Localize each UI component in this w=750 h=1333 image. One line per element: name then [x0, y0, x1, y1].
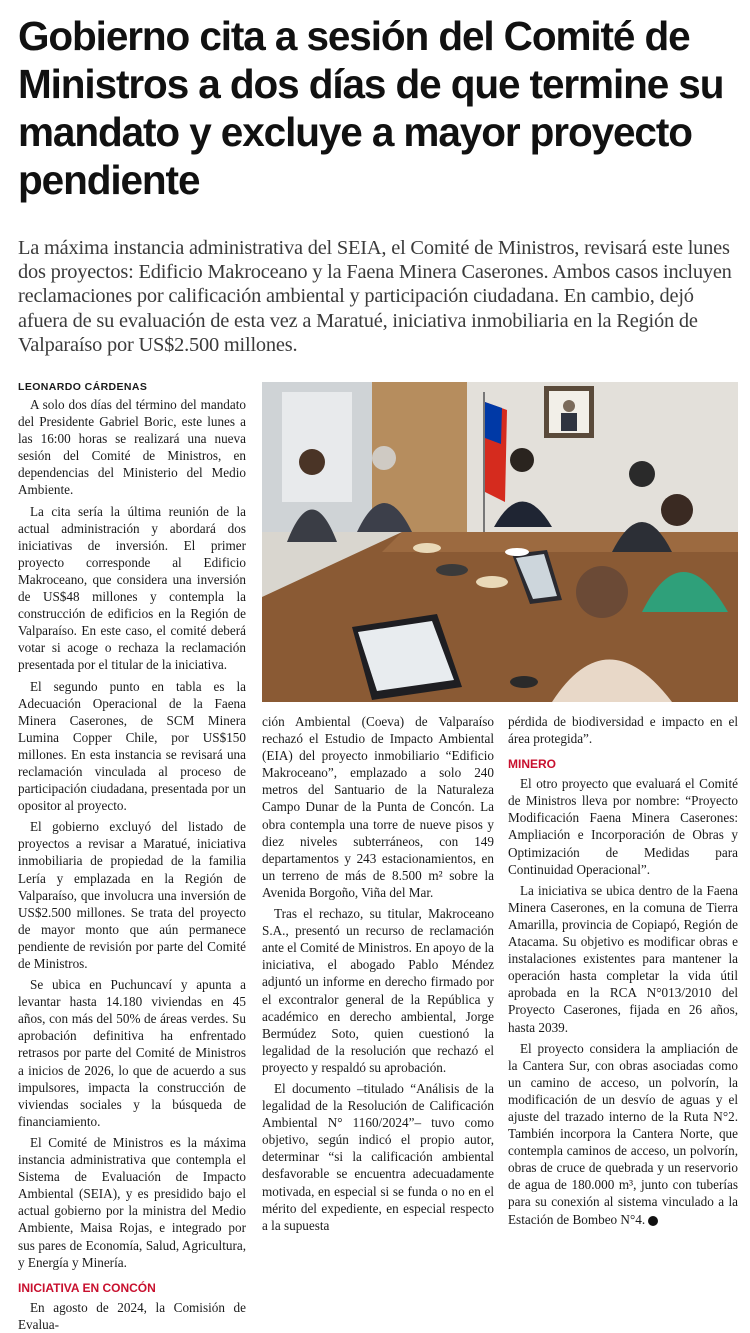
body-paragraph: La cita sería la última reunión de la actual administración y abordará dos iniciativas de inversión. El primer proyecto corresponde al Edificio Makroceano, que considera una inversión de US$48 millones y contempla la construcción de edificios en la Región de Valparaíso. En este caso, el comité deberá votar si acoge o rechaza la reclamación presentada por el titular de la iniciativa. [18, 503, 246, 673]
body-paragraph: El documento –titulado “Análisis de la legalidad de la Resolución de Calificación Ambiental N° 1160/2024”– tuvo como objetivo, según indicó el propio autor, determinar “si la calificación ambiental desfavorable se encuentra adecuadamente motivada, en especial si se funda o no en el mérito del expediente, en especial respecto a la supuesta [262, 1080, 494, 1233]
body-paragraph: El Comité de Ministros es la máxima instancia administrativa que contempla el Sistema de Evaluación de Impacto Ambiental (SEIA), y es presidido bajo el actual gobierno por la ministra del Medio Ambiente, Maisa Rojas, e integrado por sus pares de Economía, Salud, Agricultura, y Energía y Minería. [18, 1134, 246, 1270]
headline: Gobierno cita a sesión del Comité de Ministros a dos días de que termine su mandato y excluye a mayor proyecto pendiente [18, 13, 724, 203]
body-paragraph: ción Ambiental (Coeva) de Valparaíso rechazó el Estudio de Impacto Ambiental (EIA) del proyecto inmobiliario “Edificio Makroceano”, emplazado a solo 240 metros del Santuario de la Naturaleza Campo Dunar de la Punta de Concón. La obra contempla una torre de nueve pisos y diez niveles subterráneos, con 149 departamentos y 243 estacionamientos, en un terreno de más de 8.500 m² sobre la Avenida Borgoño, Viña del Mar. [262, 714, 494, 900]
section-heading-concon: INICIATIVA EN CONCÓN [18, 1280, 156, 1295]
final-paragraph-text: El proyecto considera la ampliación de la Cantera Sur, con obras asociadas como un camino de acceso, un polvorín, la modificación de un desvío de aguas y el ajuste del trazado interno de la Ruta N°2. También incorpora la Cantera Norte, que contempla caminos de acceso, un polvorín, obras de cruce de quebrada y un reservorio de agua de 180.000 m³, junto con tuberías para su conexión al sistema vinculado a la Estación de Bombeo N°4. [508, 1040, 738, 1227]
body-paragraph: pérdida de biodiversidad e impacto en el área protegida”. [508, 714, 738, 747]
article-column-1 [18, 380, 246, 1333]
body-paragraph: El segundo punto en tabla es la Adecuación Operacional de la Faena Minera Caserones, de SCM Minera Lumina Copper Chile, por US$150 millones. En esta instancia se revisará una reclamación vinculada al proceso de participación ciudadana, presentada por un opositor al proyecto. [18, 678, 246, 814]
byline: LEONARDO CÁRDENAS [18, 381, 148, 393]
body-paragraph: El otro proyecto que evaluará el Comité de Ministros lleva por nombre: “Proyecto Modificación Faena Minera Caserones: Ampliación e Incorporación de Obras y Optimización de Medidas para Continuidad Operacional”. [508, 776, 738, 877]
body-paragraph: El gobierno excluyó del listado de proyectos a revisar a Maratué, iniciativa inmobiliaria de propiedad de la familia Lería y emplazada en la Región de Valparaíso, que involucra una inversión de US$2.500 millones. Se trata del proyecto de mayor monto que aún permanece pendiente de revisión por parte del Comité de Ministros. [18, 819, 246, 971]
end-mark-icon: P [648, 1216, 658, 1226]
body-paragraph [508, 1040, 738, 1228]
body-paragraph: Tras el rechazo, su titular, Makroceano S.A., presentó un recurso de reclamación ante el Comité de Ministros. En apoyo de la iniciativa, el abogado Pablo Méndez adjuntó un informe en derecho firmado por el excontralor general de la República y académico en derecho ambiental, Jorge Bermúdez Soto, quien cuestionó la legalidad de la resolución que rechazó el proyecto y respaldó su aprobación. [262, 906, 494, 1075]
body-paragraph: La iniciativa se ubica dentro de la Faena Minera Caserones, en la comuna de Tierra Amarilla, provincia de Copiapó, Región de Atacama. Su objetivo es modificar obras e instalaciones existentes para mantener la operación hasta completar la vida útil aprobada en la RCA N°013/2010 del Proyecto Caserones, fijada en 26 años, hasta 2039. [508, 882, 738, 1035]
body-paragraph: Se ubica en Puchuncaví y apunta a levantar hasta 14.180 viviendas en 45 años, con más del 50% de áreas verdes. Su aprobación definitiva ha enfrentado retrasos por parte del Comité de Ministros a inicios de 2026, lo que de acuerdo a sus impulsores, impacta la construcción de viviendas sociales y la búsqueda de financiamiento. [18, 977, 246, 1129]
article-column-3 [508, 713, 738, 1228]
body-paragraph: En agosto de 2024, la Comisión de Evalua- [18, 1299, 246, 1332]
body-paragraph: A solo dos días del término del mandato del Presidente Gabriel Boric, este lunes a las 16:00 horas se realizará una nueva sesión del Comité de Ministros, en dependencias del Ministerio del Medio Ambiente. [18, 397, 246, 498]
lead-paragraph: La máxima instancia administrativa del SEIA, el Comité de Ministros, revisará este lunes dos proyectos: Edificio Makroceano y la Faena Minera Caserones. Ambos casos incluyen reclamaciones por calificación ambiental y participación ciudadana. En cambio, dejó afuera de su evaluación de esta vez a Maratué, iniciativa inmobiliaria en la Región de Valparaíso por US$2.500 millones. [18, 237, 732, 356]
meeting-photo [262, 382, 738, 702]
section-heading-minero: MINERO [508, 757, 556, 772]
article-column-2 [262, 713, 494, 1234]
meeting-photo-illustration [262, 382, 738, 702]
